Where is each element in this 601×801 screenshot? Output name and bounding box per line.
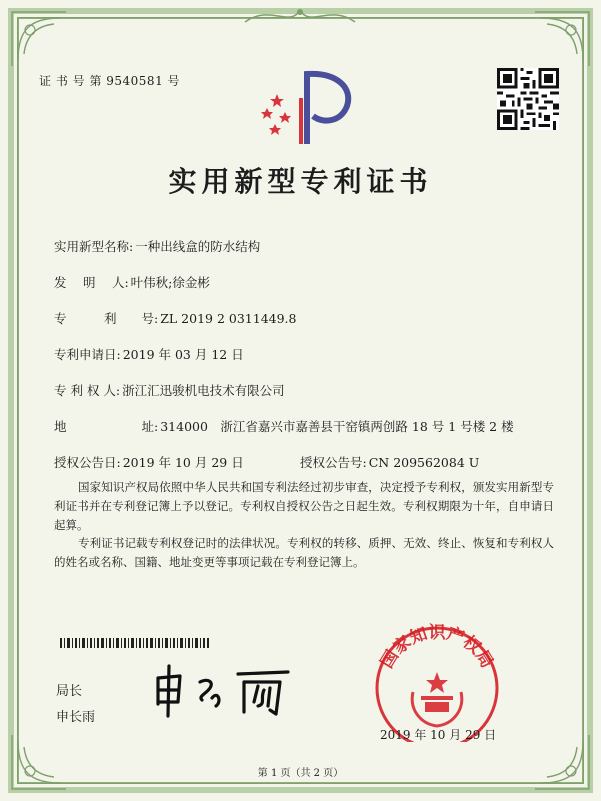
field-label: 专利申请日: [54,347,121,362]
director-name: 申长雨 [56,710,96,725]
field-inventor [54,273,210,291]
corner-ornament-bottom-right [533,733,591,791]
seal-date: 2019 年 10 月 29 日 [380,728,497,742]
corner-ornament-top-right [533,10,591,68]
field-value: 2019 年 03 月 12 日 [122,347,244,362]
certificate-number: 证 书 号 第 9540581 号 [39,74,181,88]
official-seal-stamp [355,620,520,742]
field-utility-model-name [54,237,260,255]
field-patent-number [54,309,297,327]
field-value: 2019 年 10 月 29 日 [122,455,244,470]
field-label: 专 利 权 人: [54,383,121,398]
field-value: 浙江汇迅骏机电技术有限公司 [122,383,285,398]
field-value: CN 209562084 U [368,455,480,470]
field-patentee [54,381,285,399]
certificate-title: 实用新型专利证书 [168,165,433,198]
corner-ornament-top-left [10,10,68,68]
field-value: ZL 2019 2 0311449.8 [160,311,297,326]
field-label: 发 明 人: [54,275,129,290]
body-paragraph-1: 国家知识产权局依照中华人民共和国专利法经过初步审查，决定授予专利权，颁发实用新型专利证书并在专利登记簿上予以登记。专利权自授权公告之日起生效。专利权期限为十年，自申请日起算。 [54,480,554,532]
svg-text:国家知识产权局 [377,623,497,672]
field-value: 叶伟秋;徐金彬 [130,275,210,290]
field-label: 实用新型名称: [54,239,134,254]
field-address [54,417,514,435]
field-grant-date [54,453,244,471]
field-label: 地 址: [54,419,159,434]
barcode [60,633,210,643]
page-number: 第 1 页（共 2 页） [257,768,344,779]
field-application-date [54,345,244,363]
field-label: 专 利 号: [54,311,159,326]
director-signature [148,660,308,720]
seal-text: 国家知识产权局 [377,623,497,672]
director-title: 局长 [56,684,83,699]
field-grant-number [300,453,479,471]
corner-ornament-bottom-left [10,733,68,791]
qr-code [497,68,559,130]
field-label: 授权公告号: [300,455,367,470]
field-label: 授权公告日: [54,455,121,470]
body-paragraph-2: 专利证书记载专利权登记时的法律状况。专利权的转移、质押、无效、终止、恢复和专利权人的姓名或名称、国籍、地址变更等事项记载在专利登记簿上。 [54,536,554,569]
field-value: 一种出线盒的防水结构 [135,239,261,254]
top-ornament [240,2,360,30]
patent-office-logo-icon [255,68,355,146]
field-value: 314000 浙江省嘉兴市嘉善县干窑镇两创路 18 号 1 号楼 2 楼 [160,419,514,434]
